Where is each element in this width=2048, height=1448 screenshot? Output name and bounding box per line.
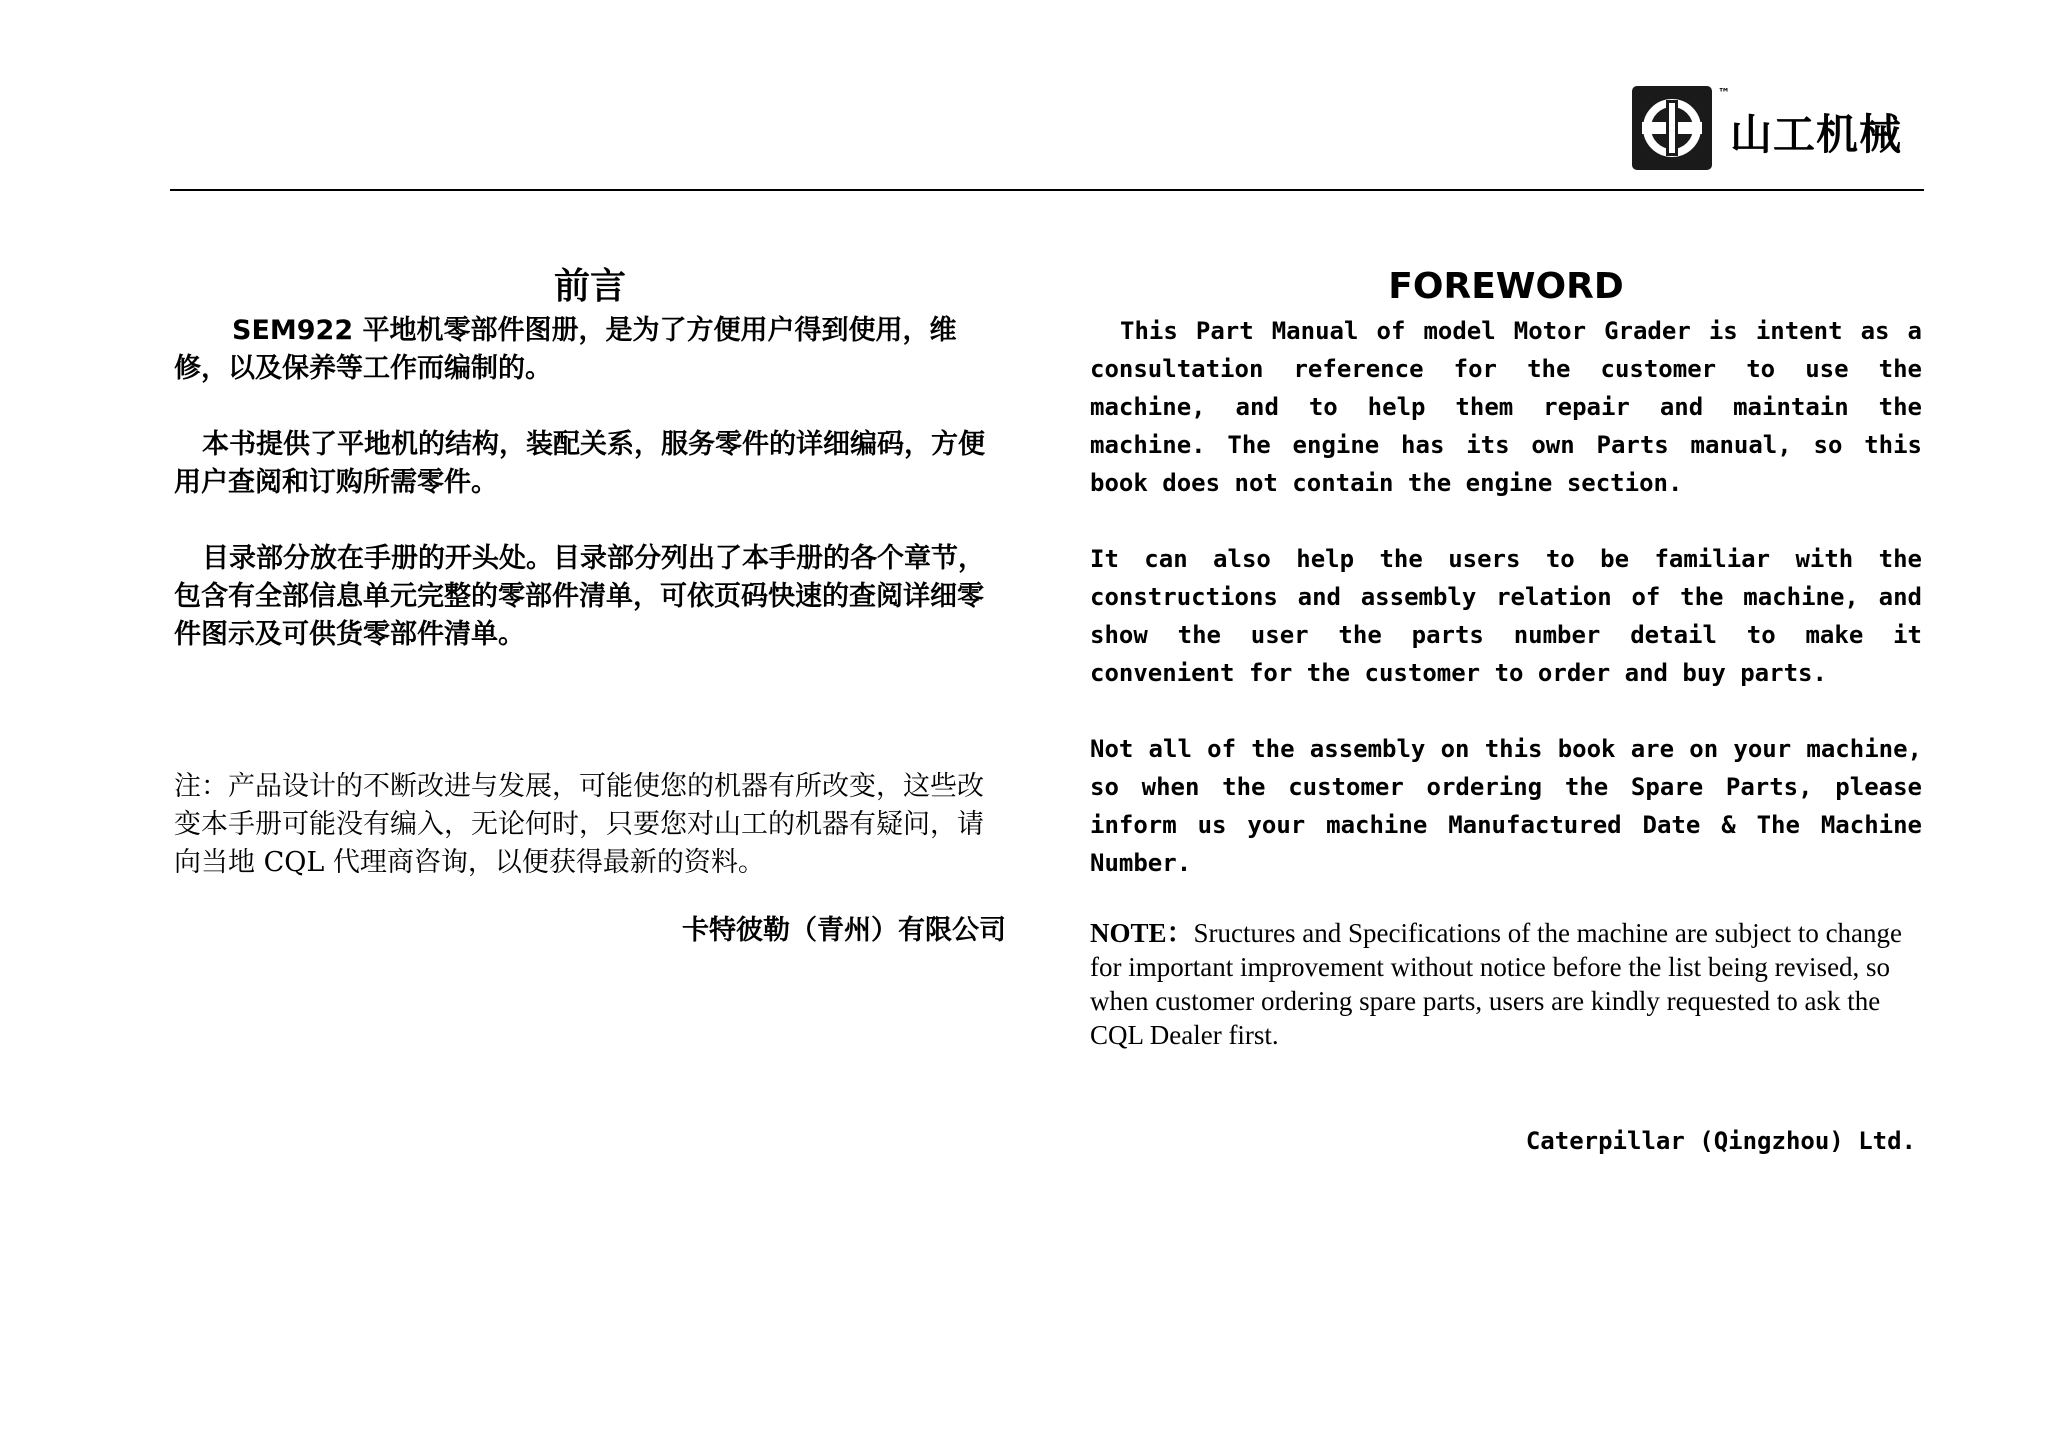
- note-text: Sructures and Specifications of the machine are subject to change for important improvement without notice before the list being revised, so when customer ordering spare parts, users are kindly requested to ask the CQL Dealer first.: [1090, 918, 1903, 1050]
- chinese-paragraph-2: 本书提供了平地机的结构，装配关系，服务零件的详细编码，方便用户查阅和订购所需零件。: [174, 429, 985, 498]
- chinese-foreword-column: [174, 262, 1006, 950]
- chinese-company-name: 卡特彼勒（青州）有限公司: [682, 915, 1006, 946]
- english-paragraph-1: This Part Manual of model Motor Grader is intent as a consultation reference for the customer to use the machine, and to help them repair and maintain the machine. The engine has its own Parts manual, so this book does not contain the engine section.: [1090, 317, 1922, 497]
- chinese-paragraph-1: SEM922 平地机零部件图册，是为了方便用户得到使用，维修，以及保养等工作而编制的。: [174, 315, 957, 384]
- company-logo: [1632, 86, 1912, 170]
- english-note: [1090, 916, 1922, 1052]
- english-paragraph-3: Not all of the assembly on this book are on your machine, so when the customer ordering the Spare Parts, please inform us your machine Manufactured Date & The Machine Number.: [1090, 735, 1922, 877]
- english-title: FOREWORD: [1388, 266, 1624, 307]
- trademark-symbol: ™: [1718, 86, 1730, 100]
- chinese-paragraph-3: 目录部分放在手册的开头处。目录部分列出了本手册的各个章节，包含有全部信息单元完整的零部件清单，可依页码快速的查阅详细零件图示及可供货零部件清单。: [174, 543, 985, 650]
- logo-text: 山工机械: [1730, 110, 1903, 159]
- note-label: NOTE：: [1090, 918, 1194, 948]
- english-paragraph-2: It can also help the users to be familiar with the constructions and assembly relation of the machine, and show the user the parts number detail to make it convenient for the customer to order and buy parts.: [1090, 545, 1922, 687]
- chinese-note: 注：产品设计的不断改进与发展，可能使您的机器有所改变，这些改变本手册可能没有编入，无论何时，只要您对山工的机器有疑问，请向当地 CQL 代理商咨询，以便获得最新的资料。: [174, 771, 984, 878]
- logo-badge-icon: [1632, 86, 1712, 170]
- english-foreword-column: [1090, 262, 1922, 1160]
- english-company-name: Caterpillar (Qingzhou) Ltd.: [1525, 1127, 1916, 1155]
- header-divider: [170, 189, 1924, 191]
- chinese-title: 前言: [553, 266, 626, 307]
